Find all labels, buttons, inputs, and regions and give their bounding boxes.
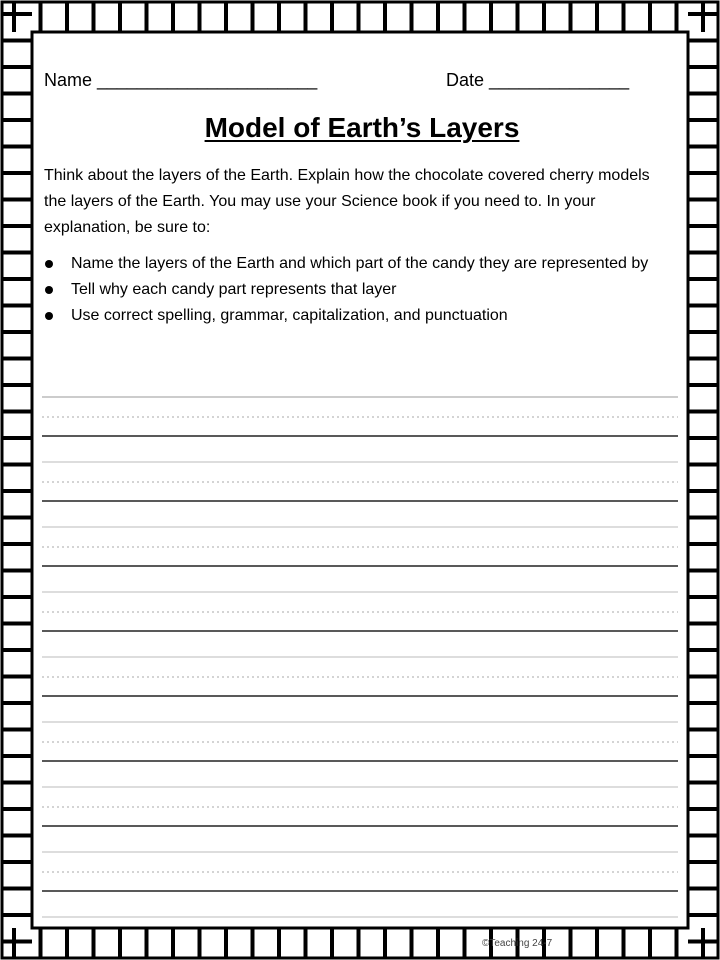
list-item-text: Tell why each candy part represents that layer bbox=[71, 281, 397, 298]
name-field[interactable]: Name ______________________ bbox=[44, 70, 318, 90]
worksheet-title: Model of Earth’s Layers bbox=[204, 112, 520, 143]
instructions-text: Think about the layers of the Earth. Explain how the chocolate covered cherry models the layers of the Earth. You may use your Science book if you need to. In your explanation, be sure to: bbox=[44, 167, 650, 236]
list-item-text: Name the layers of the Earth and which part of the candy they are represented by bbox=[71, 255, 649, 272]
copyright-footer: ©Teaching 24-7 bbox=[482, 938, 553, 949]
list-item-text: Use correct spelling, grammar, capitalization, and punctuation bbox=[71, 307, 508, 324]
date-field[interactable]: Date ______________ bbox=[446, 70, 630, 90]
